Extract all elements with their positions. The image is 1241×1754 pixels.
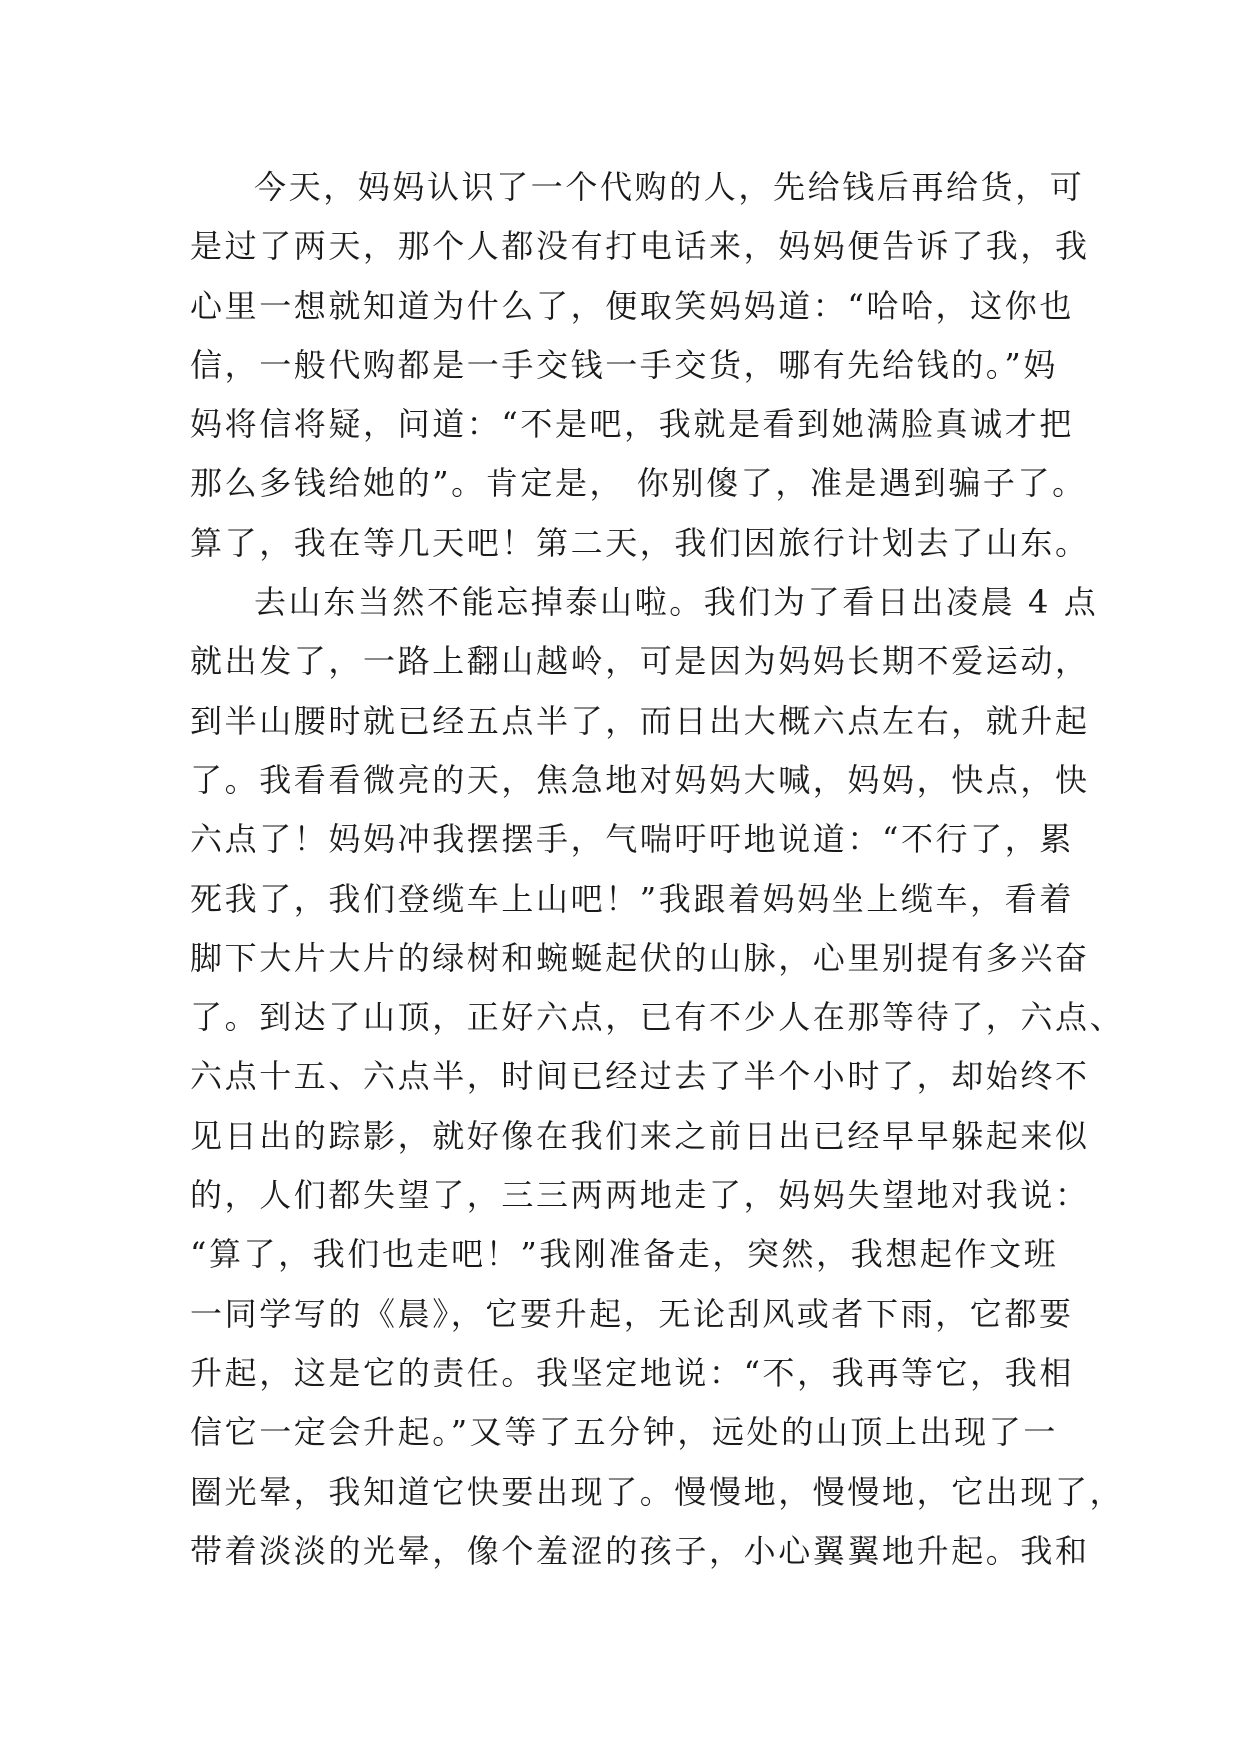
paragraph-2-line-17: 带着淡淡的光晕，像个羞涩的孩子，小心翼翼地升起。我和	[190, 1531, 1090, 1570]
paragraph-2-line-14: 升起，这是它的责任。我坚定地说：“不，我再等它，我相	[190, 1353, 1074, 1392]
paragraph-2-line-1: 去山东当然不能忘掉泰山啦。我们为了看日出凌晨 4 点	[254, 583, 1099, 622]
paragraph-2-line-2: 就出发了，一路上翻山越岭，可是因为妈妈长期不爱运动，	[190, 642, 1090, 681]
paragraph-2-line-13: 一同学写的《晨》，它要升起，无论刮风或者下雨，它都要	[190, 1294, 1074, 1333]
paragraph-2-line-8: 了。到达了山顶，正好六点，已有不少人在那等待了，六点、	[190, 998, 1125, 1037]
body-text	[190, 158, 1125, 1581]
paragraph-1-line-2: 是过了两天，那个人都没有打电话来，妈妈便告诉了我，我	[190, 227, 1090, 266]
paragraph-2-line-3: 到半山腰时就已经五点半了，而日出大概六点左右，就升起	[190, 701, 1090, 740]
paragraph-2-line-7: 脚下大片大片的绿树和蜿蜒起伏的山脉，心里别提有多兴奋	[190, 938, 1090, 977]
paragraph-2-line-11: 的，人们都失望了，三三两两地走了，妈妈失望地对我说：	[190, 1176, 1090, 1215]
paragraph-1-line-3: 心里一想就知道为什么了，便取笑妈妈道：“哈哈，这你也	[190, 286, 1074, 325]
paragraph-2-line-4: 了。我看看微亮的天，焦急地对妈妈大喊，妈妈，快点，快	[190, 760, 1090, 799]
paragraph-1-line-7: 算了，我在等几天吧！第二天，我们因旅行计划去了山东。	[190, 523, 1090, 562]
paragraph-2-line-16: 圈光晕，我知道它快要出现了。慢慢地，慢慢地，它出现了，	[190, 1472, 1125, 1511]
paragraph-2-line-12: “算了，我们也走吧！”我刚准备走，突然，我想起作文班	[190, 1235, 1059, 1274]
paragraph-2-line-10: 见日出的踪影，就好像在我们来之前日出已经早早躲起来似	[190, 1116, 1090, 1155]
paragraph-2-line-9: 六点十五、六点半，时间已经过去了半个小时了，却始终不	[190, 1057, 1090, 1096]
paragraph-2-line-6: 死我了，我们登缆车上山吧！”我跟着妈妈坐上缆车，看着	[190, 879, 1074, 918]
paragraph-1-line-4: 信，一般代购都是一手交钱一手交货，哪有先给钱的。”妈	[190, 345, 1058, 384]
paragraph-2-line-15: 信它一定会升起。”又等了五分钟，远处的山顶上出现了一	[190, 1413, 1058, 1452]
paragraph-1-line-1: 今天，妈妈认识了一个代购的人，先给钱后再给货，可	[254, 168, 1085, 206]
paragraph-1-line-5: 妈将信将疑，问道：“不是吧，我就是看到她满脸真诚才把	[190, 405, 1074, 444]
paragraph-2-line-5: 六点了！妈妈冲我摆摆手，气喘吁吁地说道：“不行了，累	[190, 820, 1074, 859]
paragraph-1-line-6: 那么多钱给她的”。肯定是， 你别傻了，准是遇到骗子了。	[190, 464, 1087, 503]
